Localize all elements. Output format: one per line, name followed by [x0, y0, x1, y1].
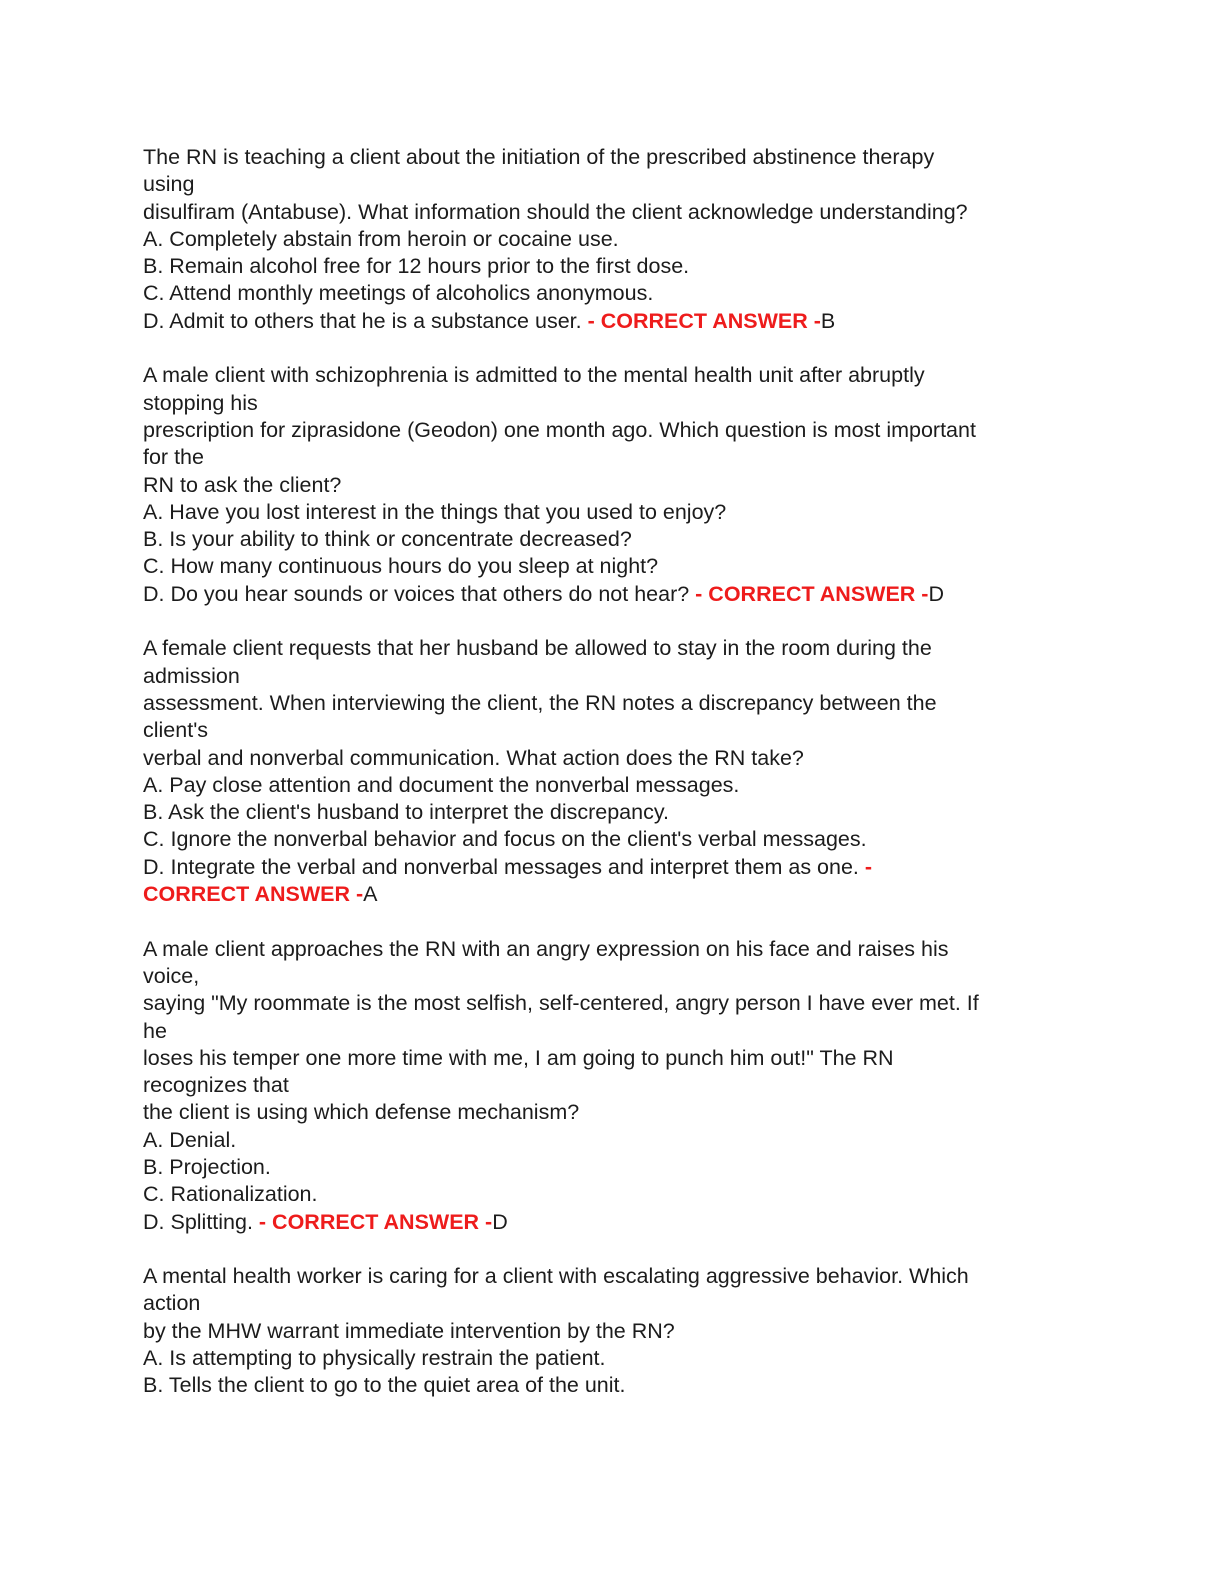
- question-stem-line: A male client approaches the RN with an angry expression on his face and raises his: [143, 936, 949, 961]
- spacer: [143, 908, 1083, 935]
- question-stem-line: verbal and nonverbal communication. What action does the RN take?: [143, 745, 804, 770]
- correct-answer-letter: A: [363, 882, 378, 907]
- correct-answer-marker-dash: -: [864, 854, 873, 879]
- question-stem-line: client's: [143, 718, 209, 743]
- answer-option-b: B. Projection.: [143, 1154, 271, 1179]
- question-stem-line: by the MHW warrant immediate intervention by the RN?: [143, 1318, 675, 1343]
- correct-answer-letter: D: [928, 581, 945, 606]
- answer-option-a: A. Completely abstain from heroin or cocaine use.: [143, 226, 619, 251]
- answer-option-d-line: [143, 1209, 1083, 1236]
- spacer: [143, 335, 1083, 362]
- question-5: [143, 1263, 1083, 1399]
- spacer: [143, 1236, 1083, 1263]
- question-3: [143, 635, 1083, 935]
- answer-option-d-line: [143, 581, 1083, 608]
- question-stem-line: assessment. When interviewing the client, the RN notes a discrepancy between the: [143, 690, 937, 715]
- answer-option-a: A. Denial.: [143, 1127, 237, 1152]
- question-1: [143, 144, 1083, 362]
- answer-option-c: C. Rationalization.: [143, 1182, 318, 1207]
- document-page: [143, 144, 1083, 1400]
- correct-answer-line: [143, 881, 1083, 908]
- question-stem-line: the client is using which defense mechanism?: [143, 1100, 580, 1125]
- answer-option-c: C. Ignore the nonverbal behavior and focus on the client's verbal messages.: [143, 827, 867, 852]
- answer-option-d: D. Integrate the verbal and nonverbal messages and interpret them as one.: [143, 854, 859, 879]
- correct-answer-letter: D: [492, 1209, 508, 1234]
- question-stem-line: stopping his: [143, 390, 258, 415]
- question-stem-line: action: [143, 1291, 201, 1316]
- answer-option-b: B. Is your ability to think or concentrate decreased?: [143, 527, 632, 552]
- correct-answer-marker: CORRECT ANSWER -: [143, 882, 364, 907]
- answer-option-c: C. Attend monthly meetings of alcoholics anonymous.: [143, 281, 654, 306]
- answer-option-a: A. Have you lost interest in the things that you used to enjoy?: [143, 499, 727, 524]
- question-stem-line: A male client with schizophrenia is admitted to the mental health unit after abruptly: [143, 363, 925, 388]
- answer-option-b: B. Remain alcohol free for 12 hours prior to the first dose.: [143, 254, 690, 279]
- question-stem-line: RN to ask the client?: [143, 472, 342, 497]
- answer-option-b: B. Tells the client to go to the quiet area of the unit.: [143, 1373, 626, 1398]
- question-stem-line: prescription for ziprasidone (Geodon) one month ago. Which question is most important: [143, 417, 976, 442]
- answer-option-c: C. How many continuous hours do you sleep at night?: [143, 554, 659, 579]
- correct-answer-marker: - CORRECT ANSWER -: [587, 308, 821, 333]
- question-stem-line: admission: [143, 663, 240, 688]
- answer-option-d-line: [143, 854, 1083, 881]
- answer-option-d: D. Admit to others that he is a substance user.: [143, 308, 582, 333]
- question-stem-line: A female client requests that her husband be allowed to stay in the room during the: [143, 636, 932, 661]
- correct-answer-marker: - CORRECT ANSWER -: [695, 581, 929, 606]
- answer-option-d: D. Splitting.: [143, 1209, 253, 1234]
- question-stem-line: loses his temper one more time with me, I am going to punch him out!" The RN: [143, 1045, 894, 1070]
- answer-option-b: B. Ask the client's husband to interpret the discrepancy.: [143, 800, 669, 825]
- answer-option-d-line: [143, 308, 1083, 335]
- correct-answer-marker: - CORRECT ANSWER -: [258, 1209, 493, 1234]
- question-stem-line: using: [143, 172, 195, 197]
- answer-option-a: A. Pay close attention and document the nonverbal messages.: [143, 772, 740, 797]
- question-stem-line: The RN is teaching a client about the initiation of the prescribed abstinence therapy: [143, 145, 935, 169]
- question-stem-line: disulfiram (Antabuse). What information should the client acknowledge understanding?: [143, 199, 968, 224]
- question-stem-line: voice,: [143, 963, 200, 988]
- question-stem-line: he: [143, 1018, 167, 1043]
- question-2: [143, 362, 1083, 635]
- correct-answer-letter: B: [820, 308, 836, 333]
- spacer: [143, 608, 1083, 635]
- question-stem-line: saying "My roommate is the most selfish, self-centered, angry person I have ever met. If: [143, 991, 979, 1016]
- question-4: [143, 936, 1083, 1264]
- question-stem-line: recognizes that: [143, 1073, 289, 1098]
- answer-option-a: A. Is attempting to physically restrain the patient.: [143, 1346, 606, 1371]
- question-stem-line: A mental health worker is caring for a client with escalating aggressive behavior. Which: [143, 1264, 969, 1289]
- question-stem-line: for the: [143, 445, 204, 470]
- answer-option-d: D. Do you hear sounds or voices that others do not hear?: [143, 581, 690, 606]
